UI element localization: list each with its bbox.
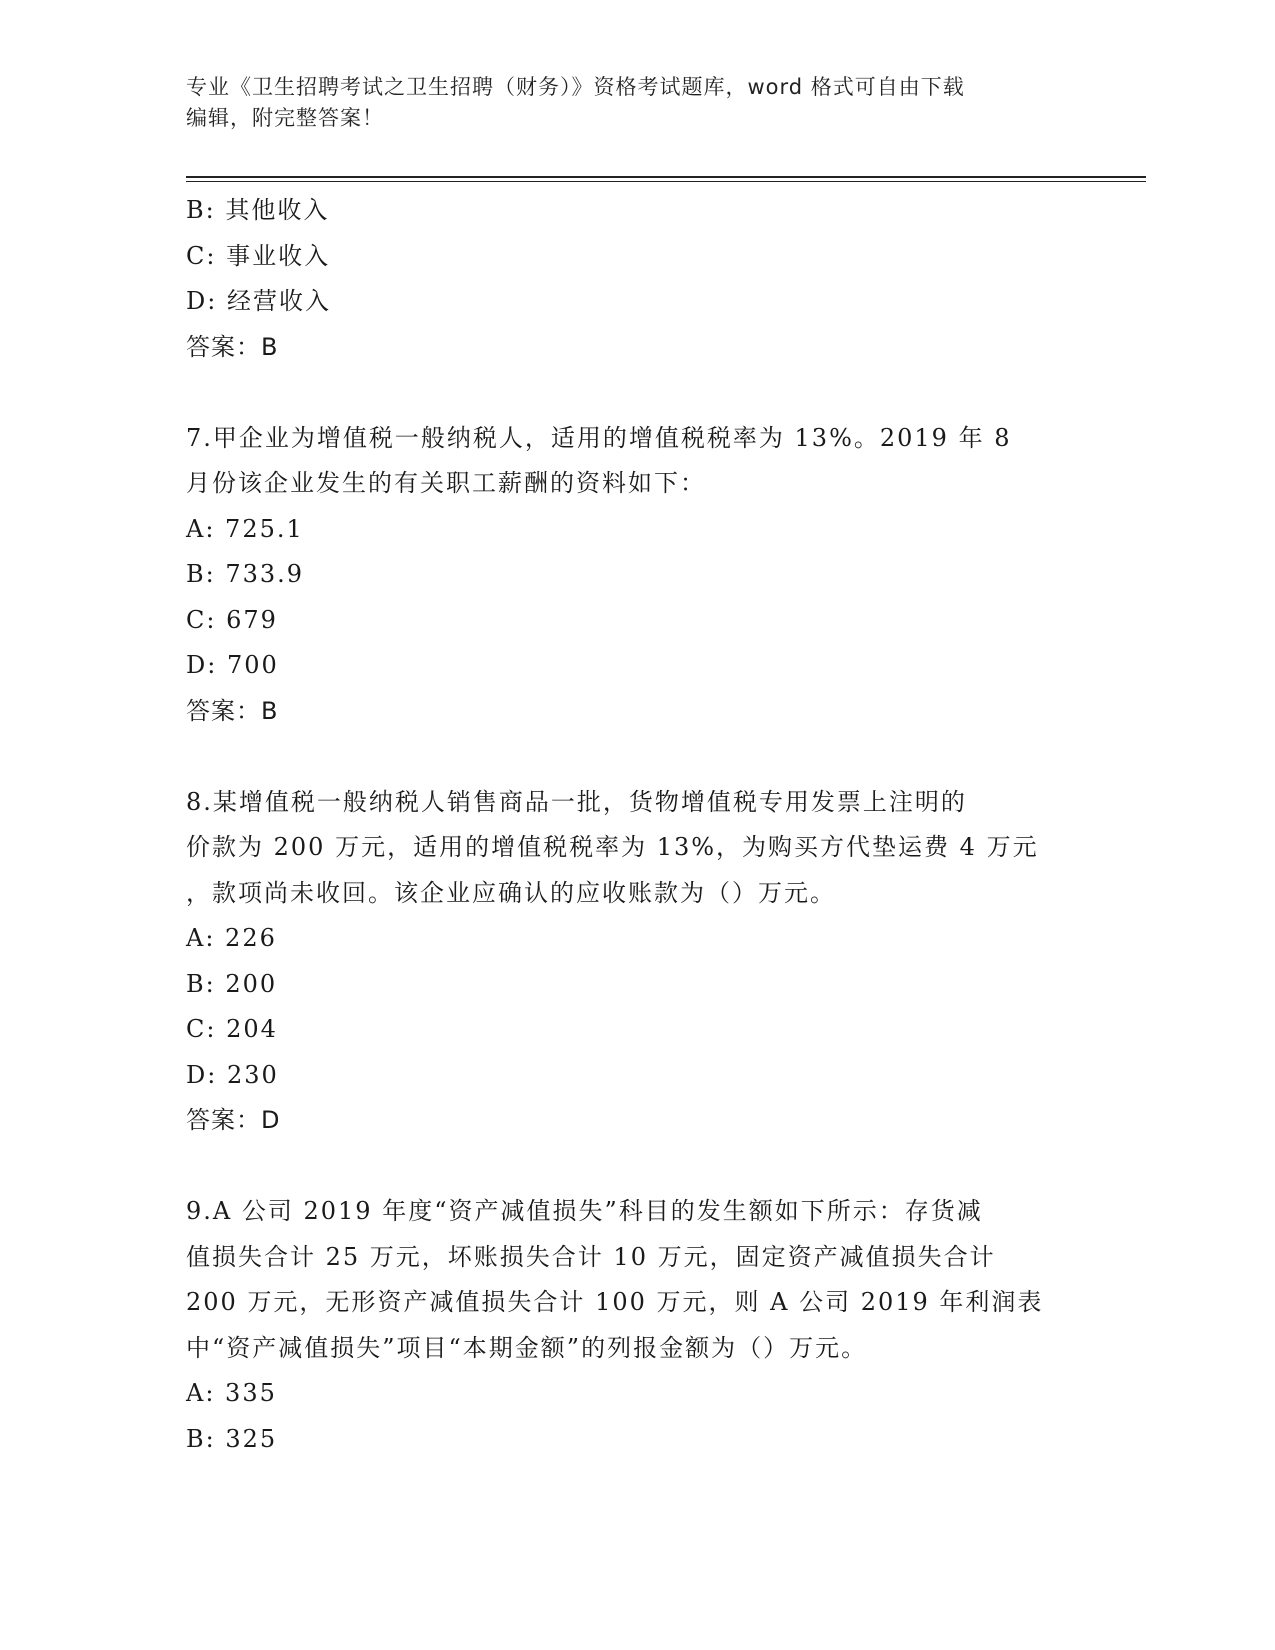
spacer xyxy=(186,734,1106,780)
question-text-line: ，款项尚未收回。该企业应确认的应收账款为（）万元。 xyxy=(186,878,836,907)
carryover-block xyxy=(186,188,1106,370)
option-a: A: 335 xyxy=(186,1379,277,1407)
spacer xyxy=(186,370,1106,416)
option-c: C: 事业收入 xyxy=(186,241,331,270)
header-line-1: 专业《卫生招聘考试之卫生招聘（财务）》资格考试题库，word 格式可自由下载 xyxy=(186,75,965,99)
question-text-line: 7.甲企业为增值税一般纳税人，适用的增值税税率为 13%。2019 年 8 xyxy=(186,423,1012,452)
option-c: C: 679 xyxy=(186,605,278,634)
question-text-line: 200 万元，无形资产减值损失合计 100 万元，则 A 公司 2019 年利润表 xyxy=(186,1288,1044,1316)
answer-line: 答案：B xyxy=(186,332,279,361)
option-b: B: 200 xyxy=(186,969,278,998)
option-b: B: 其他收入 xyxy=(186,196,330,224)
option-d: D: 230 xyxy=(186,1060,279,1089)
spacer xyxy=(186,1144,1106,1190)
document-header xyxy=(186,72,1066,134)
question-7 xyxy=(186,416,1106,735)
question-text-line: 8.某增值税一般纳税人销售商品一批，货物增值税专用发票上注明的 xyxy=(186,787,967,816)
question-8 xyxy=(186,780,1106,1144)
header-line-2: 编辑，附完整答案！ xyxy=(186,106,384,130)
question-text-line: 月份该企业发生的有关职工薪酬的资料如下： xyxy=(186,469,706,497)
header-rule-thick xyxy=(186,176,1146,178)
question-text-line: 9.A 公司 2019 年度“资产减值损失”科目的发生额如下所示：存货减 xyxy=(186,1197,983,1225)
question-text-line: 中“资产减值损失”项目“本期金额”的列报金额为（）万元。 xyxy=(186,1333,868,1362)
option-d: D: 经营收入 xyxy=(186,287,331,315)
question-content xyxy=(186,188,1106,1462)
answer-line: 答案：D xyxy=(186,1106,281,1134)
option-a: A: 226 xyxy=(186,924,277,952)
question-text-line: 值损失合计 25 万元，坏账损失合计 10 万元，固定资产减值损失合计 xyxy=(186,1242,996,1271)
option-b: B: 325 xyxy=(186,1424,278,1453)
answer-line: 答案：B xyxy=(186,696,279,725)
option-c: C: 204 xyxy=(186,1015,278,1043)
question-9 xyxy=(186,1189,1106,1462)
option-b: B: 733.9 xyxy=(186,560,305,588)
option-a: A: 725.1 xyxy=(186,514,304,543)
question-text-line: 价款为 200 万元，适用的增值税税率为 13%，为购买方代垫运费 4 万元 xyxy=(186,833,1039,861)
option-d: D: 700 xyxy=(186,651,279,679)
header-rule-thin xyxy=(186,181,1146,182)
